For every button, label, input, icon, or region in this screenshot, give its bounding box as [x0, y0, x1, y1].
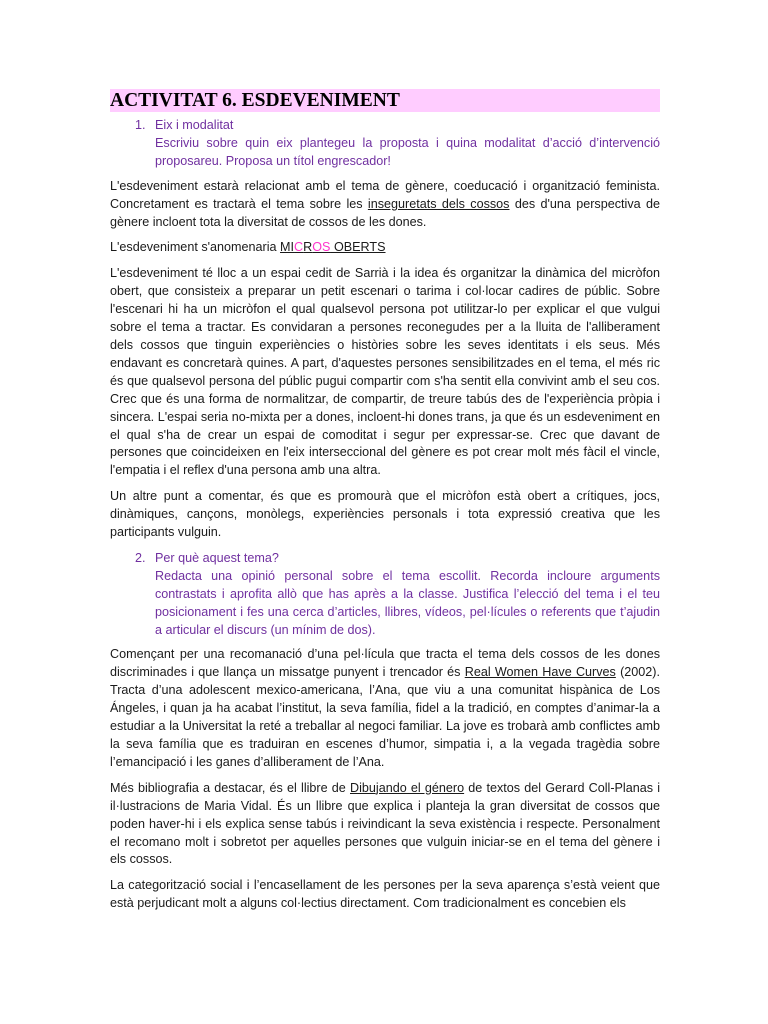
- section-2-heading: Per què aquest tema?: [155, 550, 279, 565]
- section-2: [110, 550, 660, 640]
- paragraph-film-text-b: (2002). Tracta d’una adolescent mexico-americana, l’Ana, que viu a una comunitat hispànica de Los Ángeles, i quan ja ha acabat l’institut, la seva família, fidel a la tradició, en comptes d’animar-la a estudiar a la Universitat la reté a treballar al negoci familiar. La jove es trobarà amb conflictes amb la seva família que es traduiran en escenes d’humor, simpatia i, a la vegada tragèdia sobre l’emancipació i les ganes d’alliberament de l’Ana.: [110, 665, 660, 769]
- event-title-part-4: OS: [312, 240, 331, 255]
- paragraph-topic-text-a: L'esdeveniment estarà relacionat amb el tema de gènere, coeducació i organització feminista. Concretament es tractarà el tema sobre les: [110, 178, 660, 211]
- section-1-heading: Eix i modalitat: [155, 118, 234, 132]
- section-1-prompt: Escriviu sobre quin eix plantegeu la proposta i quina modalitat d’acció d’intervenció proposareu. Proposa un títol engrescador!: [155, 135, 660, 168]
- paragraph-open-mic: Un altre punt a comentar, és que es promourà que el micròfon està obert a crítiques, jocs, dinàmiques, cançons, monòlegs, experiències personals i tota expressió creativa que les participants vulguin.: [110, 489, 660, 540]
- event-title-part-1: MI: [280, 240, 295, 255]
- paragraph-film-text-a: Començant per una recomanació d’una pel·lícula que tracta el tema dels cossos de les dones discriminades i que llança un missatge punyent i trencador és: [110, 647, 660, 680]
- link-inseguretats[interactable]: inseguretats dels cossos: [367, 196, 510, 211]
- paragraph-book-text-a: Més bibliografia a destacar, és el llibre de: [110, 780, 350, 795]
- event-title-part-3: R: [303, 240, 313, 255]
- event-title: [280, 240, 385, 254]
- section-1: [110, 117, 660, 171]
- section-1-number: 1.: [135, 118, 146, 132]
- link-dibujando-el-genero[interactable]: Dibujando el género: [350, 780, 465, 795]
- page-title: ACTIVITAT 6. ESDEVENIMENT: [110, 89, 660, 112]
- paragraph-book-text-b: de textos del Gerard Coll-Planas i il·lustracions de Maria Vidal. És un llibre que explica i planteja la gran diversitat de cossos que poden haver-hi i els explica sense tabús i reivindicant la seva existència i respecte. Personalment el recomano molt i sobretot per aquelles persones que vulguin iniciar-se en el tema del gènere i els cossos.: [110, 780, 661, 867]
- event-name-intro: L'esdeveniment s'anomenaria: [110, 240, 281, 255]
- section-2-number: 2.: [135, 550, 146, 565]
- document-body: [110, 89, 660, 921]
- section-2-prompt: Redacta una opinió personal sobre el tema escollit. Recorda incloure arguments contrastats i aprofita allò que has après a la classe. Justifica l’elecció del tema i el teu posicionament i fes una cerca d’articles, llibres, vídeos, pel·lícules o referents que t’ajudin a articular el discurs (un mínim de dos).: [155, 568, 660, 637]
- event-title-part-5: OBERTS: [330, 240, 386, 255]
- paragraph-event-description: L'esdeveniment té lloc a un espai cedit de Sarrià i la idea és organitzar la dinàmica del micròfon obert, que consisteix a preparar un petit escenari o tarima i col·locar cadires de públic. Sobre l'escenari hi ha un micròfon el qual qualsevol persona pot utilitzar-lo per explicar el que vulgui sobre el tema a tractar. Es convidaran a persones reconegudes per a la lluita de l'alliberament dels cossos que tinguin experiències o històries sobre les seves identitats i els seus. Més endavant es concretarà quines. A part, d'aquestes persones sensibilitzades en el tema, el més ric és que qualsevol persona del públic pugui compartir com s'ha sentit ella convivint amb el seu cos. Crec que és una forma de normalitzar, de compartir, de treure tabús des de l'experiència pròpia i sincera. L'espai seria no-mixta per a dones, incloent-hi dones trans, ja que és un esdeveniment en el qual s'ha de crear un espai de comoditat i segur per expressar-se. Crec que davant de persones que coincideixen en l'eix interseccional del gènere es pot crear molt més fàcil el vincle, l'empatia i el reflex d'una persona amb una altra.: [110, 266, 660, 478]
- paragraph-event-name: [110, 239, 660, 257]
- paragraph-book: [110, 780, 660, 870]
- paragraph-topic: [110, 178, 660, 232]
- event-title-part-2: C: [294, 240, 304, 255]
- link-real-women-have-curves[interactable]: Real Women Have Curves: [464, 665, 616, 680]
- paragraph-film: [110, 646, 660, 771]
- paragraph-categorization: La categorització social i l’encasellament de les persones per la seva aparença s’està veient que està perjudicant molt a alguns col·lectius directament. Com tradicionalment es concebien els: [110, 878, 660, 911]
- paragraph-topic-text-b: des d'una perspectiva de gènere incloent tota la diversitat de cossos de les dones.: [110, 196, 660, 229]
